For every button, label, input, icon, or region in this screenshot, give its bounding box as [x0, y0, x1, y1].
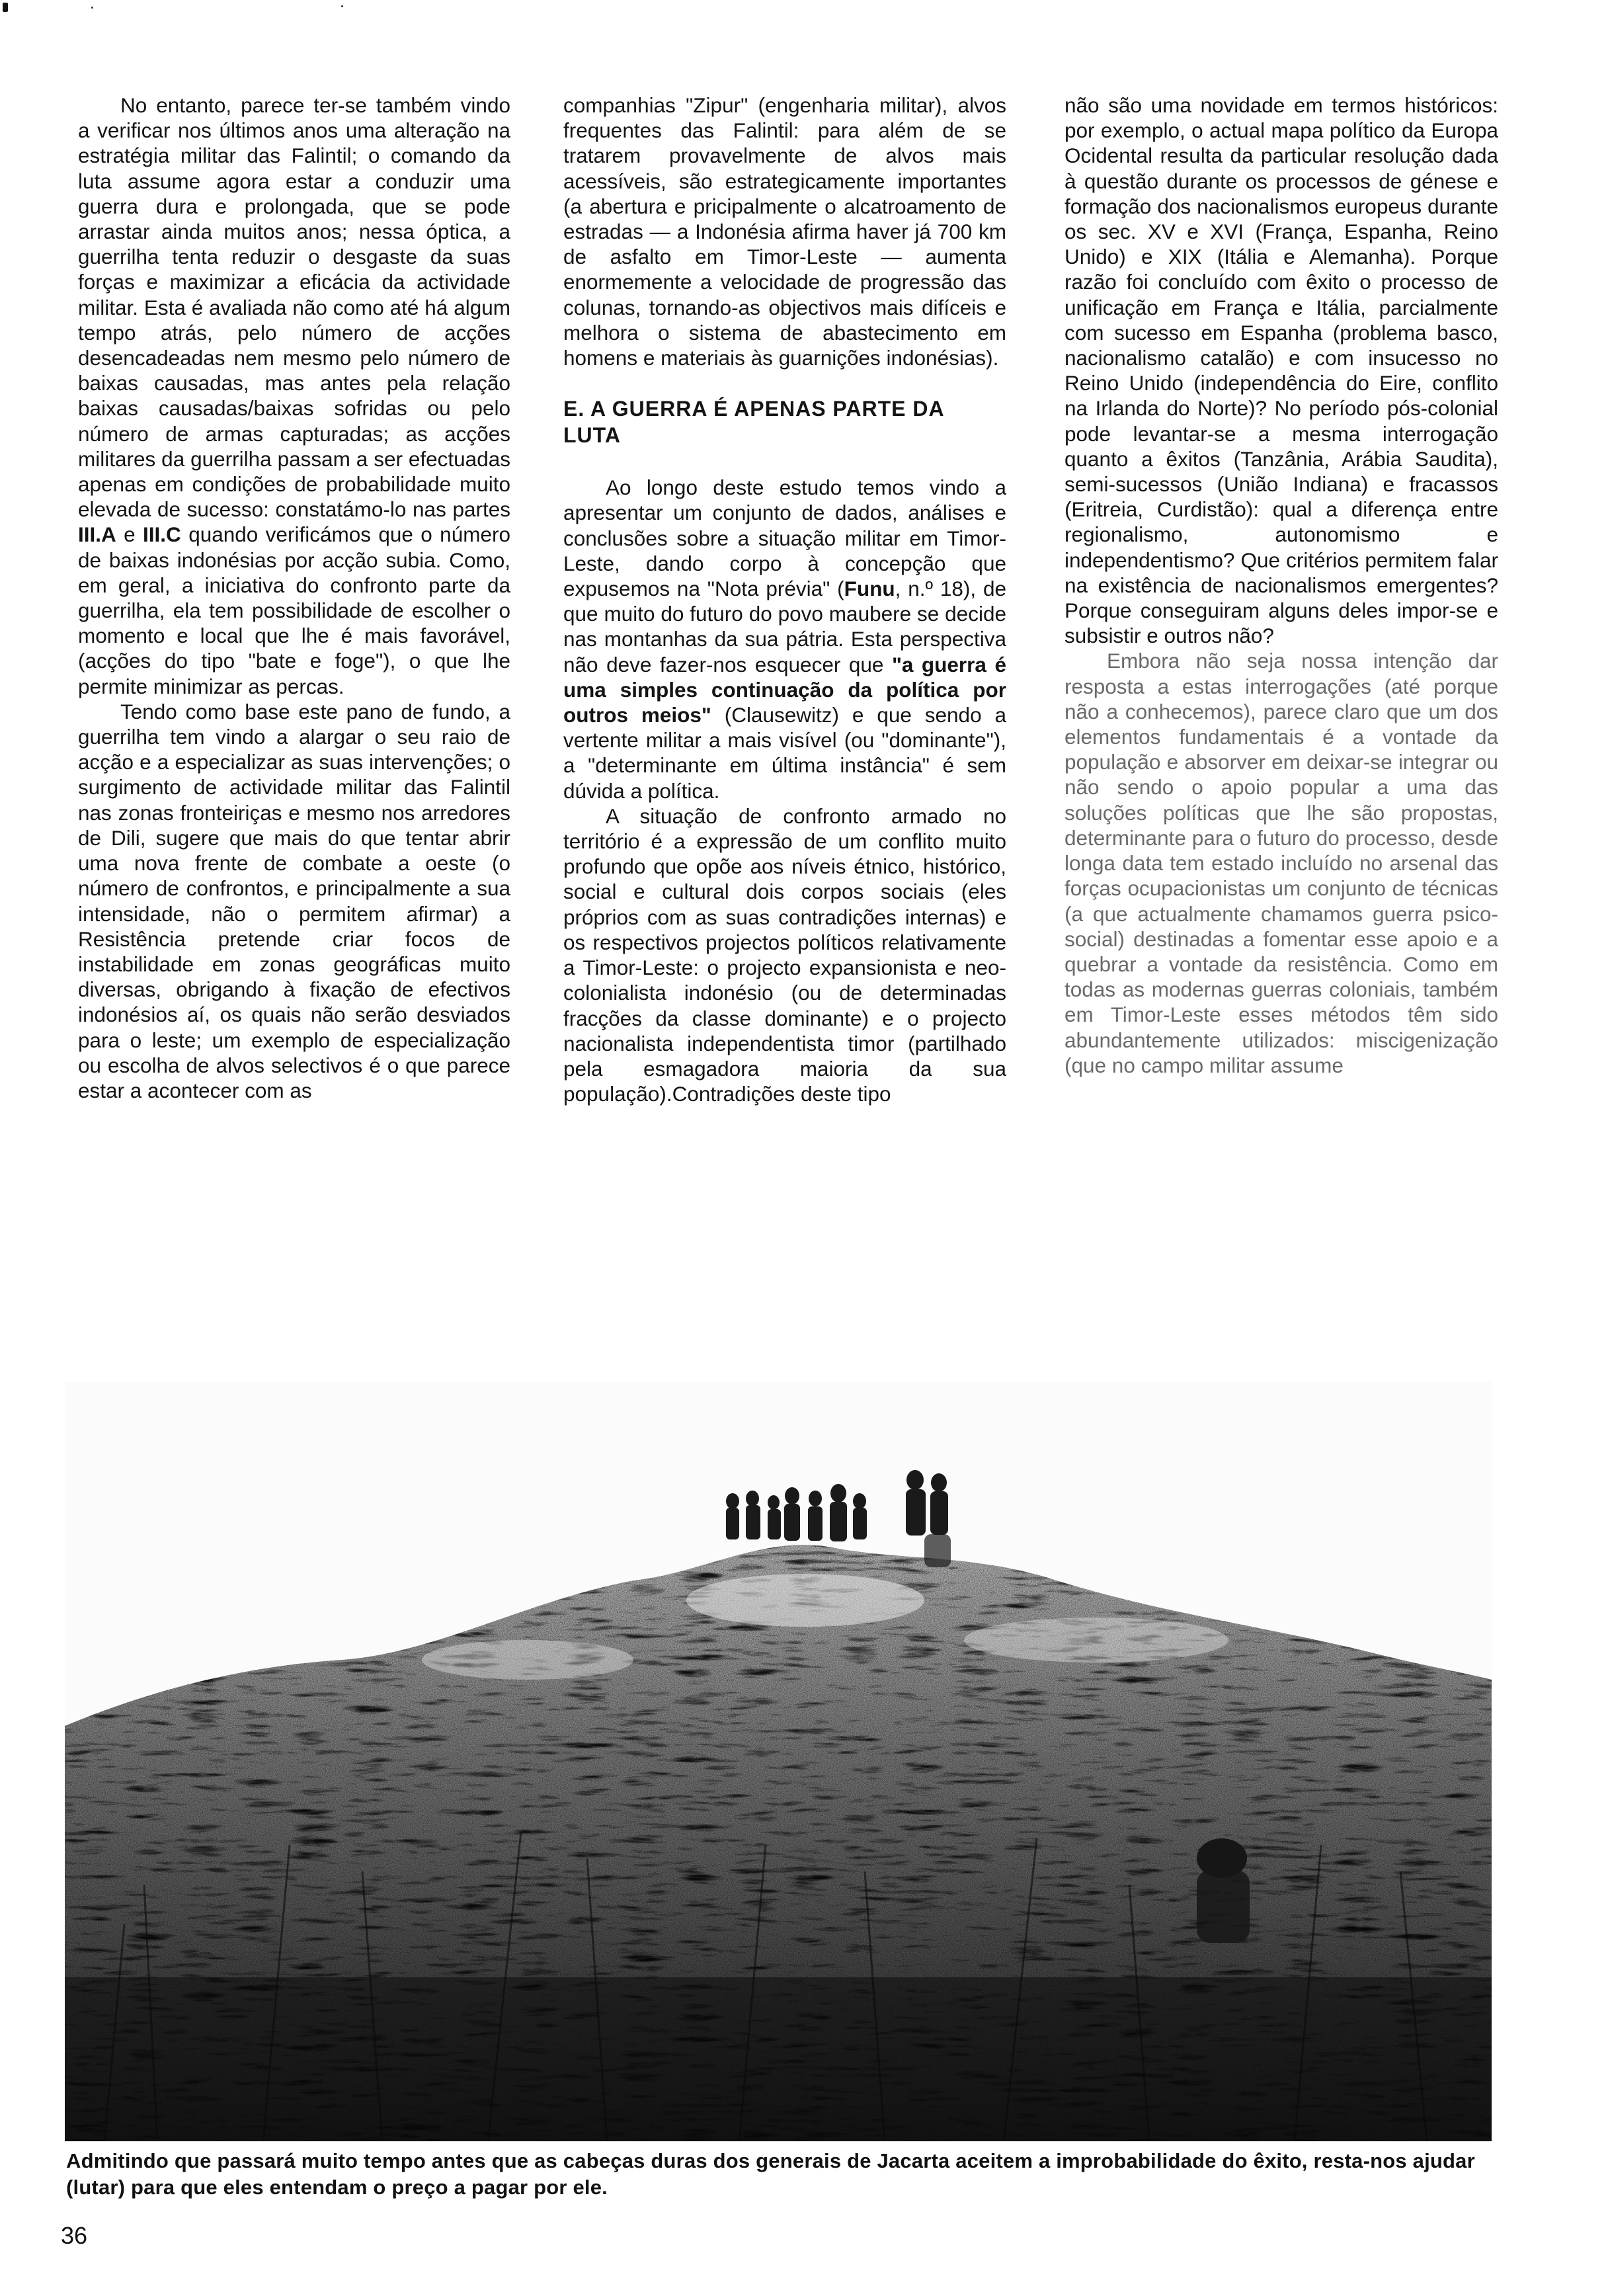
paragraph: Tendo como base este pano de fundo, a guerrilha tem vindo a alargar o seu raio de acção e a especializar as suas intervenções; o surgimento de actividade militar das Falintil nas zonas fronteiriças e mesmo nos arredores de Dili, sugere que mais do que tentar abrir uma nova frente de combate a oeste (o número de confrontos, e principalmente a sua intensidade, não o permitem afirmar) a Resistência pretende criar focos de instabilidade em zonas geográficas muito diversas, obrigando à fixação de efectivos indonésios aí, os quais não serão desviados para o leste; um exemplo de especialização ou escolha de alvos selectivos é o que parece estar a acontecer com as [78, 699, 510, 1102]
paragraph-text: , n.º 18), de que muito do futuro do povo maubere se decide nas montanhas da sua pátria. Esta perspectiva não deve fazer-nos esquecer que [563, 577, 1006, 676]
paragraph [78, 93, 510, 699]
paragraph-text: No entanto, parece ter-se também vindo a verificar nos últimos anos uma alteração na estratégia militar das Falintil; o comando da luta assume agora estar a conduzir uma guerra dura e prolongada, que se pode arrastar ainda muitos anos; nessa óptica, a guerrilha tenta reduzir o desgaste da suas forças e maximizar a eficácia da actividade militar. Esta é avaliada não como até há algum tempo atrás, pelo número de acções desencadeadas nem mesmo pelo número de baixas causadas, mas antes pela relação baixas causadas/baixas sofridas ou pelo número de armas capturadas; as acções militares da guerrilha passam a ser efectuadas apenas em condições de probabilidade muito elevada de sucesso: constatámo-lo nas partes [78, 93, 510, 522]
paragraph: A situação de confronto armado no território é a expressão de um conflito muito profundo que opõe aos níveis étnico, histórico, social e cultural dois corpos sociais (eles próprios com as suas contradições internas) e os respectivos projectos políticos relativamente a Timor-Leste: o projecto expansionista e neo-colonialista indonésio (ou de determinadas fracções da classe dominante) e o projecto nacionalista independentista timor (partilhado pela esmagadora maioria da sua população).Contradições deste tipo [563, 803, 1006, 1106]
foreground-soldier [1197, 1838, 1250, 1943]
scan-speck [3, 3, 8, 12]
text-column-3 [1065, 93, 1498, 1078]
section-heading: E. A GUERRA É APENAS PARTE DA LUTA [563, 397, 944, 448]
scan-speck [91, 7, 93, 9]
guerrilla-photo [65, 1382, 1492, 2141]
paragraph-text: Ao longo deste estudo temos vindo a apresentar um conjunto de dados, análises e conclusões sobre a situação militar em Timor-Leste, dando corpo à concepção que expusemos na "Nota prévia" ( [563, 475, 1006, 601]
connector-text: e [116, 522, 143, 547]
paragraph: companhias "Zipur" (engenharia militar), alvos frequentes das Falintil: para além de se tratarem provavelmente de alvos mais acessíveis, são estrategicamente importantes (a abertura e pricipalmente o alcatroamento de estradas — a Indonésia afirma haver já 700 km de asfalto em Timor-Leste — aumenta enormemente a velocidade de progressão das colunas, tornando-as objectivos mais difíceis e melhora o sistema de abastecimento em homens e materiais às guarnições indonésias). [563, 93, 1006, 370]
photo-illustration [65, 1382, 1492, 2141]
paragraph-text: quando verificámos que o número de baixas indonésias por acção subia. Como, em geral, a iniciativa do confronto parte da guerrilha, ela tem possibilidade de escolher o momento e local que lhe é mais favorável, (acções do tipo "bate e foge"), o que lhe permite minimizar as percas. [78, 522, 510, 698]
text-column-2 [563, 93, 1006, 1106]
clausewitz-quote: "a guerra é uma simples continuação da política por outros meios" [563, 652, 1006, 727]
page-number: 36 [61, 2222, 88, 2249]
section-reference: III.C [143, 522, 181, 547]
publication-name: Funu [844, 577, 895, 601]
paragraph-text: (Clausewitz) e que sendo a vertente militar a mais visível (ou "dominante"), a "determinante em última instância" é sem dúvida a política. [563, 703, 1006, 803]
section-reference: III.A [78, 522, 116, 547]
photo-caption: Admitindo que passará muito tempo antes que as cabeças duras dos generais de Jacarta aceitem a improbabilidade do êxito, resta-nos ajudar (lutar) para que eles entendam o preço a pagar por ele. [66, 2149, 1475, 2199]
text-column-1 [78, 93, 510, 1103]
scan-speck [341, 5, 343, 7]
paragraph [563, 475, 1006, 803]
paragraph: não são uma novidade em termos históricos: por exemplo, o actual mapa político da Europa Ocidental resulta da particular resolução dada à questão durante os processos de génese e formação dos nacionalismos europeus durante os sec. XV e XVI (França, Espanha, Reino Unido) e XIX (Itália e Alemanha). Porque razão foi concluído com êxito o processo de unificação em França e Itália, parcialmente com sucesso em Espanha (problema basco, nacionalismo catalão) e com insucesso no Reino Unido (independência do Eire, conflito na Irlanda do Norte)? No período pós-colonial pode levantar-se a mesma interrogação quanto a êxitos (Tanzânia, Arábia Saudita), semi-sucessos (União Indiana) e fracassos (Eritreia, Curdistão): qual a diferença entre regionalismo, autonomismo e independentismo? Que critérios permitem falar na existência de nacionalismos emergentes? Porque conseguiram alguns deles impor-se e subsistir e outros não? [1065, 93, 1498, 648]
paragraph: Embora não seja nossa intenção dar resposta a estas interrogações (até porque não a conhecemos), parece claro que um dos elementos fundamentais é a vontade da população e absorver em deixar-se integrar ou não sendo o apoio popular a uma das soluções políticas que lhe são propostas, determinante para o futuro do processo, desde longa data tem estado incluído no arsenal das forças ocupacionistas um conjunto de técnicas (a que actualmente chamamos guerra psico-social) destinadas a fomentar esse apoio e a quebrar a vontade da resistência. Como em todas as modernas guerras coloniais, também em Timor-Leste esses métodos têm sido abundantemente utilizados: miscigenização (que no campo militar assume [1065, 649, 1498, 1077]
